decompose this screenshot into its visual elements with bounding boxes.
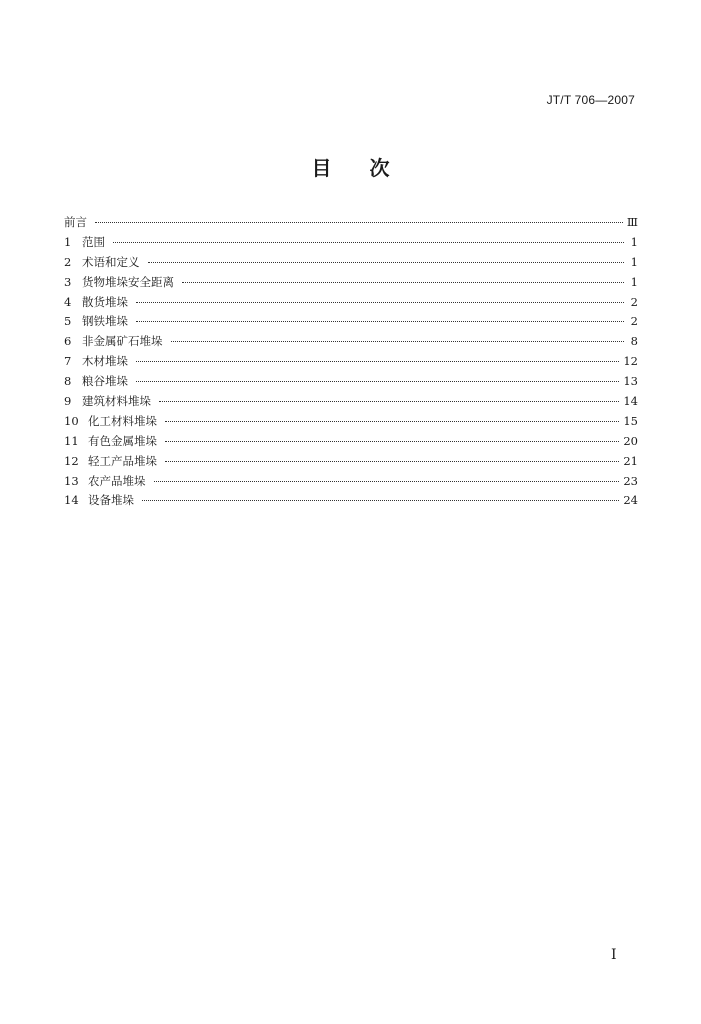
- toc-entry-page: 12: [623, 354, 638, 369]
- toc-entry-label: 范围: [82, 234, 105, 249]
- toc-entry-page: 1: [630, 254, 638, 269]
- toc-entry-number: 5: [64, 314, 72, 329]
- toc-entry[interactable]: [64, 274, 638, 294]
- toc-entry-page: 1: [630, 234, 638, 249]
- toc-entry-label: 非金属矿石堆垛: [82, 334, 163, 349]
- toc-entry-label: 散货堆垛: [82, 294, 128, 309]
- toc-entry-page: 1: [630, 274, 638, 289]
- dot-leader: [165, 460, 619, 462]
- toc-entry[interactable]: [64, 234, 638, 254]
- toc-entry[interactable]: [64, 413, 638, 433]
- toc-entry[interactable]: [64, 393, 638, 413]
- toc-entry-label: 有色金属堆垛: [88, 433, 157, 448]
- toc-entry-label: 建筑材料堆垛: [82, 394, 151, 409]
- dot-leader: [142, 499, 619, 501]
- toc-entry-label: 农产品堆垛: [88, 473, 146, 488]
- dot-leader: [148, 261, 625, 263]
- dot-leader: [171, 340, 625, 342]
- toc-entry-page: 14: [623, 394, 638, 409]
- toc-entry[interactable]: [64, 313, 638, 333]
- toc-entry-number: 7: [64, 354, 72, 369]
- toc-entry[interactable]: [64, 333, 638, 353]
- toc-entry-number: 2: [64, 254, 72, 269]
- toc-entry-page: 13: [623, 374, 638, 389]
- toc-entry-page: 23: [623, 473, 638, 488]
- toc-entry-number: 14: [64, 493, 79, 508]
- toc-entry-label: 设备堆垛: [88, 493, 134, 508]
- dot-leader: [136, 301, 624, 303]
- toc-entry-page: 2: [630, 294, 638, 309]
- toc-entry-page: 8: [630, 334, 638, 349]
- toc-entry[interactable]: [64, 353, 638, 373]
- toc-entry-number: 8: [64, 374, 72, 389]
- toc-entry-label: 木材堆垛: [82, 354, 128, 369]
- table-of-contents: [64, 214, 638, 512]
- toc-entry-label: 轻工产品堆垛: [88, 453, 157, 468]
- toc-entry[interactable]: [64, 492, 638, 512]
- toc-entry-page: 15: [623, 413, 638, 428]
- toc-entry-number: 4: [64, 294, 72, 309]
- toc-entry-label: 化工材料堆垛: [88, 413, 157, 428]
- dot-leader: [165, 420, 619, 422]
- dot-leader: [136, 360, 619, 362]
- dot-leader: [136, 320, 624, 322]
- toc-entry-page: 2: [630, 314, 638, 329]
- standard-code: JT/T 706—2007: [546, 93, 635, 107]
- toc-entry[interactable]: [64, 373, 638, 393]
- toc-entry-number: 13: [64, 473, 79, 488]
- toc-title-char-2: 次: [369, 156, 390, 180]
- toc-entry[interactable]: [64, 254, 638, 274]
- toc-entry-page: 24: [623, 493, 638, 508]
- toc-entry[interactable]: [64, 473, 638, 493]
- toc-entry-number: 1: [64, 234, 72, 249]
- toc-entry-number: 11: [64, 433, 79, 448]
- toc-entry-label: 货物堆垛安全距离: [82, 274, 174, 289]
- toc-entry-page: 20: [623, 433, 638, 448]
- toc-entry-label: 粮谷堆垛: [82, 374, 128, 389]
- toc-entry-label: 术语和定义: [82, 254, 140, 269]
- toc-entry-number: 10: [64, 413, 79, 428]
- page-number: Ⅰ: [611, 947, 617, 963]
- toc-entry-label: 前言: [64, 215, 87, 229]
- toc-entry-number: 6: [64, 334, 72, 349]
- toc-entry[interactable]: [64, 453, 638, 473]
- toc-entry-number: 9: [64, 394, 72, 409]
- toc-entry-page: 21: [623, 453, 638, 468]
- toc-entry[interactable]: [64, 294, 638, 314]
- dot-leader: [95, 221, 623, 223]
- toc-entry[interactable]: [64, 214, 638, 234]
- toc-entry-page: Ⅲ: [626, 215, 638, 229]
- dot-leader: [159, 400, 619, 402]
- toc-title-char-1: 目: [311, 156, 332, 180]
- dot-leader: [154, 480, 620, 482]
- dot-leader: [182, 281, 624, 283]
- dot-leader: [136, 380, 619, 382]
- dot-leader: [113, 241, 624, 243]
- toc-entry[interactable]: [64, 433, 638, 453]
- toc-entry-number: 12: [64, 453, 79, 468]
- toc-title: [0, 152, 701, 181]
- dot-leader: [165, 440, 619, 442]
- toc-entry-number: 3: [64, 274, 72, 289]
- toc-entry-label: 钢铁堆垛: [82, 314, 128, 329]
